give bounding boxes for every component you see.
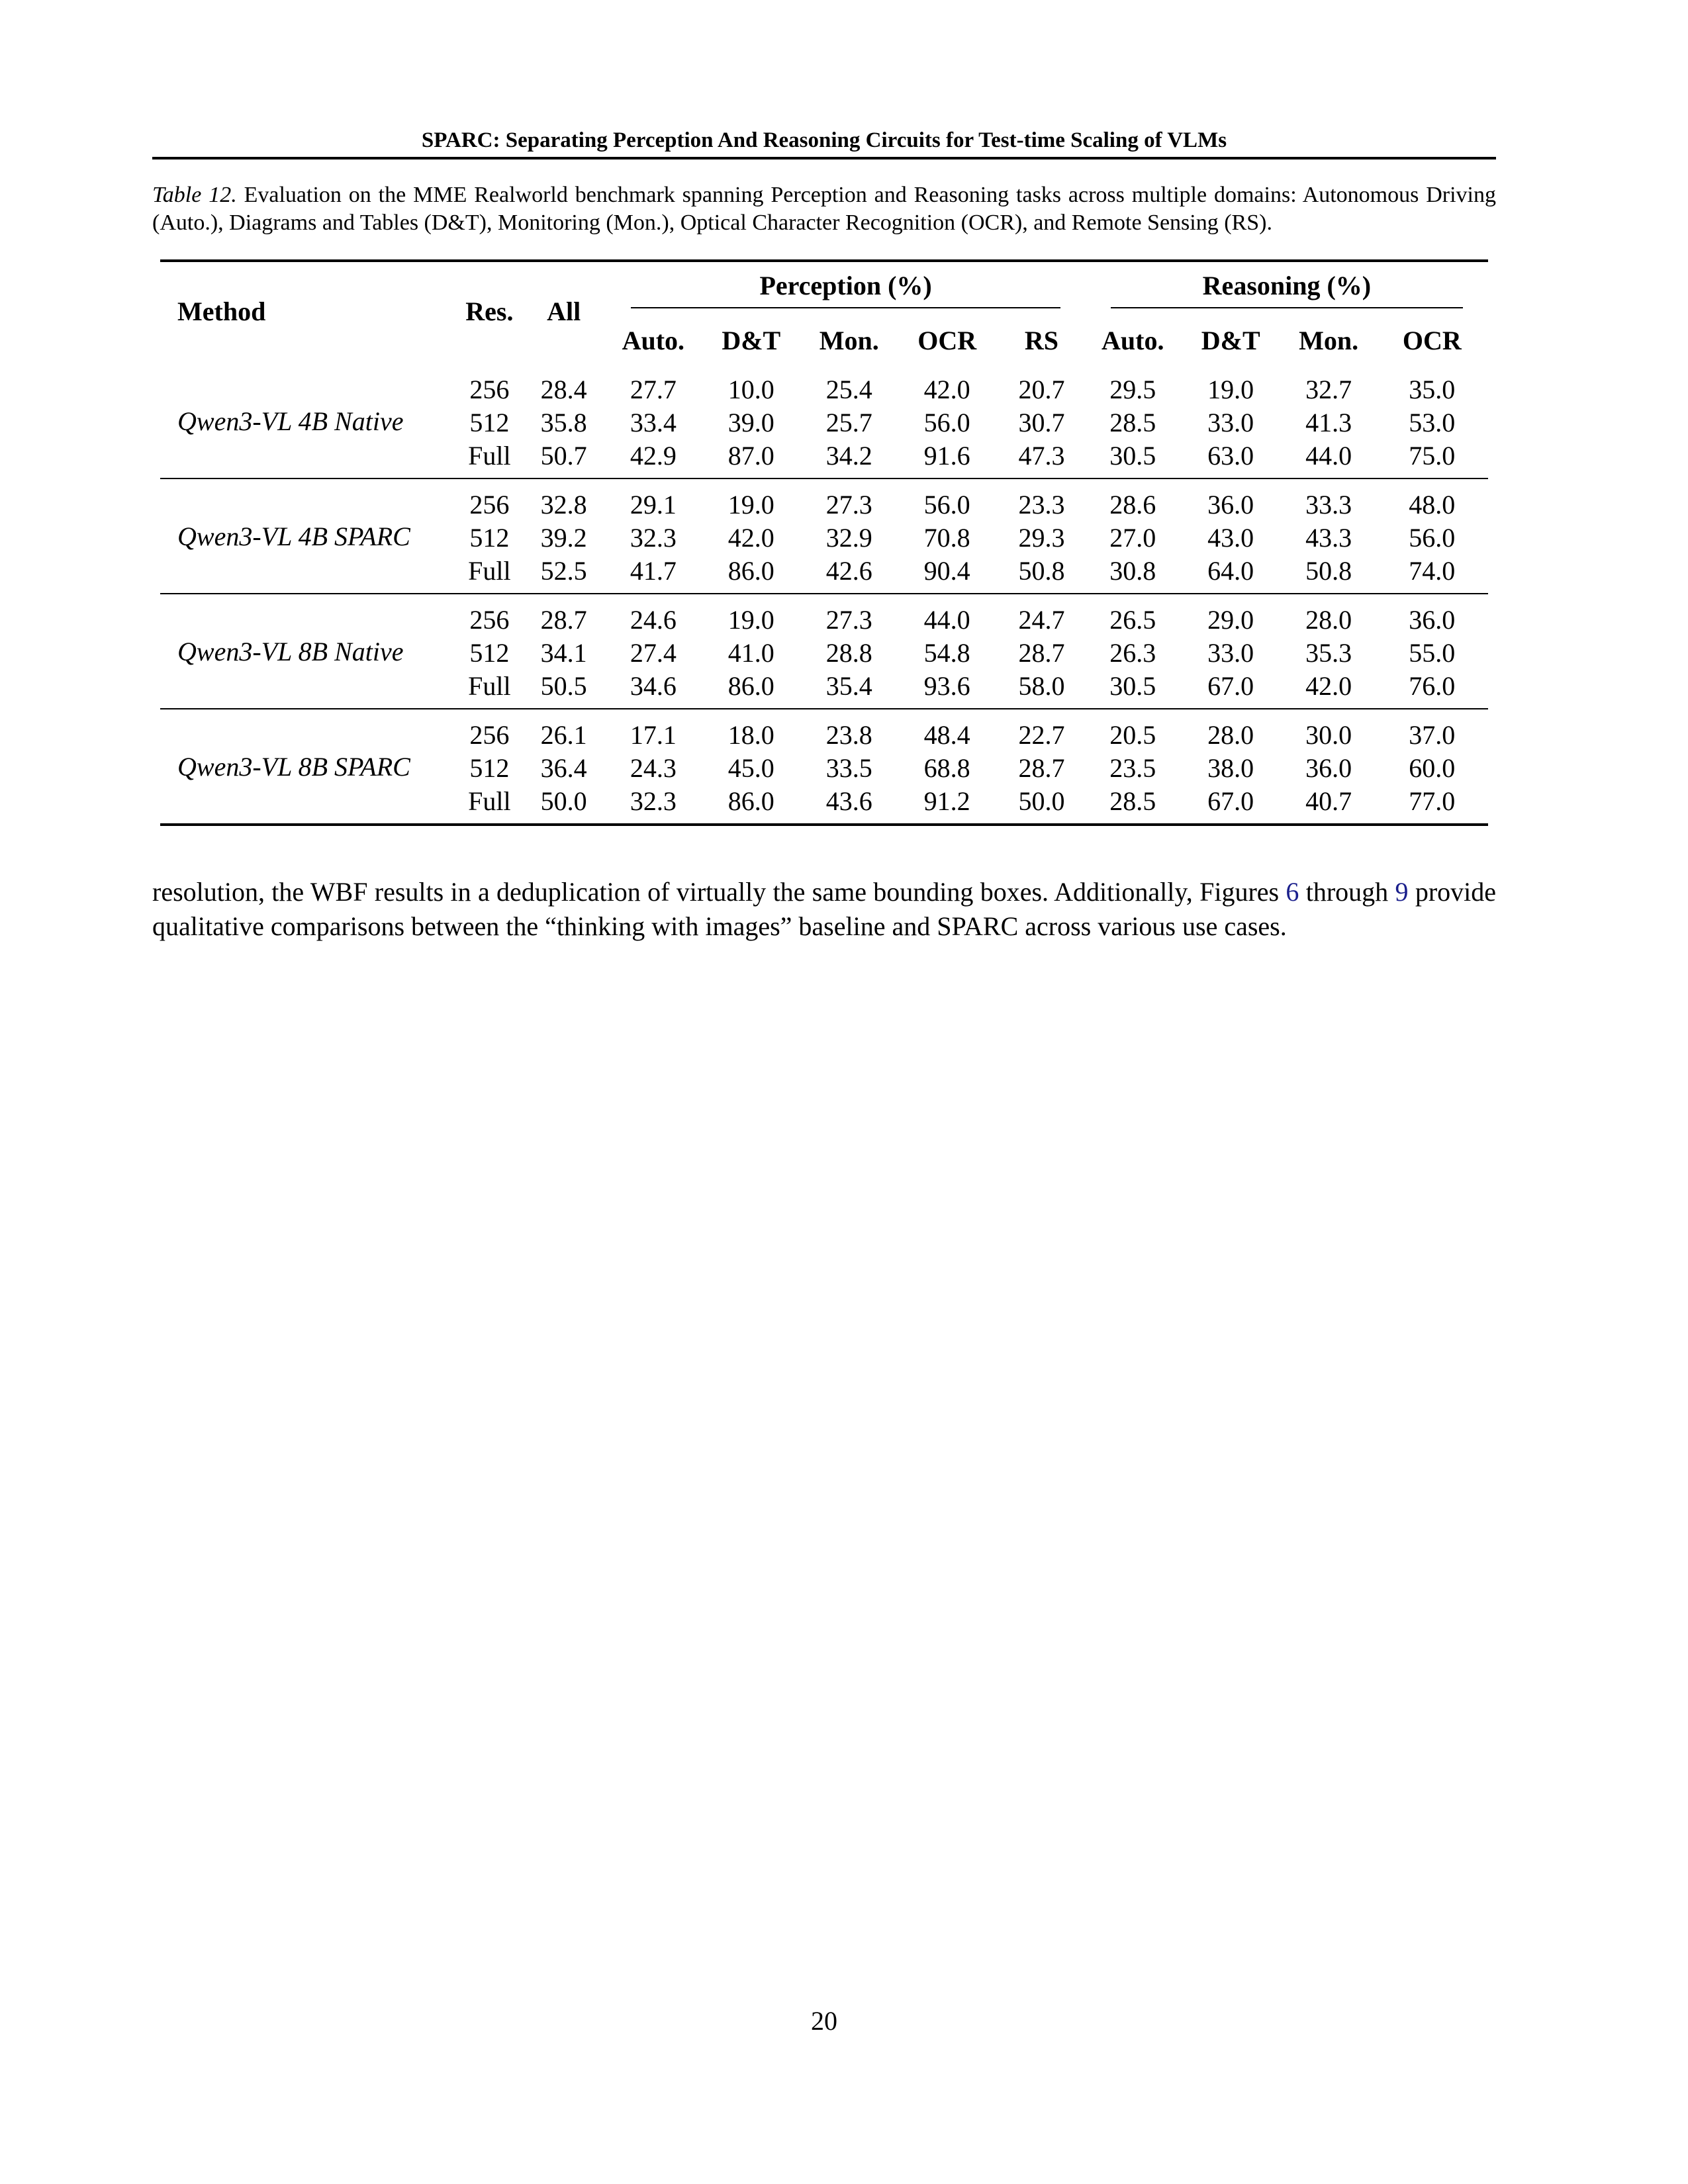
score-cell: 39.0 <box>727 408 774 437</box>
score-cell: 90.4 <box>923 556 970 586</box>
score-cell: 54.8 <box>923 638 970 668</box>
score-cell: 75.0 <box>1409 441 1456 471</box>
score-cell: 50.0 <box>1018 786 1065 816</box>
score-cell: 41.0 <box>727 638 774 668</box>
score-cell: 48.0 <box>1409 490 1456 520</box>
score-cell: 44.0 <box>923 605 970 635</box>
table-row <box>160 364 1488 406</box>
score-cell: 43.6 <box>825 786 872 816</box>
header-perception-rs: RS <box>1024 326 1059 355</box>
figure-ref-9[interactable]: 9 <box>1395 877 1409 907</box>
score-cell: 37.0 <box>1409 720 1456 750</box>
score-cell: 29.1 <box>630 490 677 520</box>
resolution-cell: 512 <box>469 753 510 783</box>
score-cell: 86.0 <box>727 671 774 701</box>
score-cell: 35.3 <box>1305 638 1352 668</box>
score-cell: 86.0 <box>727 556 774 586</box>
score-cell: 91.6 <box>923 441 970 471</box>
header-reasoning-dt: D&T <box>1201 326 1260 355</box>
score-cell: 28.7 <box>1018 638 1065 668</box>
score-cell: 33.0 <box>1207 638 1254 668</box>
score-cell: 70.8 <box>923 523 970 553</box>
score-cell: 17.1 <box>630 720 677 750</box>
score-cell: 60.0 <box>1409 753 1456 783</box>
resolution-cell: 256 <box>469 375 510 404</box>
resolution-cell: 512 <box>469 408 510 437</box>
header-rule <box>152 157 1496 159</box>
resolution-cell: 256 <box>469 605 510 635</box>
score-cell: 19.0 <box>727 490 774 520</box>
table-row <box>160 478 1488 522</box>
score-cell: 63.0 <box>1207 441 1254 471</box>
score-cell: 28.0 <box>1305 605 1352 635</box>
score-cell: 86.0 <box>727 786 774 816</box>
resolution-cell: 256 <box>469 490 510 520</box>
score-cell: 10.0 <box>727 375 774 404</box>
resolution-cell: Full <box>468 786 511 816</box>
score-cell: 19.0 <box>727 605 774 635</box>
score-cell: 33.4 <box>630 408 677 437</box>
score-cell: 26.1 <box>540 720 587 750</box>
score-cell: 36.0 <box>1305 753 1352 783</box>
header-reasoning-mon: Mon. <box>1299 326 1359 355</box>
table-caption <box>152 181 1496 237</box>
resolution-cell: Full <box>468 671 511 701</box>
score-cell: 20.5 <box>1109 720 1156 750</box>
score-cell: 41.7 <box>630 556 677 586</box>
body-text-1: resolution, the WBF results in a deduplication of virtually the same bounding boxes. Additionally, Figures <box>152 877 1286 907</box>
score-cell: 55.0 <box>1409 638 1456 668</box>
resolution-cell: 512 <box>469 523 510 553</box>
score-cell: 30.5 <box>1109 441 1156 471</box>
score-cell: 56.0 <box>923 408 970 437</box>
score-cell: 56.0 <box>923 490 970 520</box>
score-cell: 30.0 <box>1305 720 1352 750</box>
score-cell: 42.0 <box>1305 671 1352 701</box>
score-cell: 29.3 <box>1018 523 1065 553</box>
score-cell: 32.8 <box>540 490 587 520</box>
figure-ref-6[interactable]: 6 <box>1286 877 1299 907</box>
score-cell: 50.8 <box>1305 556 1352 586</box>
score-cell: 40.7 <box>1305 786 1352 816</box>
score-cell: 33.5 <box>825 753 872 783</box>
page-number: 20 <box>811 2006 837 2036</box>
score-cell: 93.6 <box>923 671 970 701</box>
score-cell: 44.0 <box>1305 441 1352 471</box>
score-cell: 50.8 <box>1018 556 1065 586</box>
score-cell: 34.1 <box>540 638 587 668</box>
score-cell: 50.0 <box>540 786 587 816</box>
method-name: Qwen3-VL 8B SPARC <box>177 751 410 782</box>
header-reasoning-label: Reasoning (%) <box>1111 270 1463 308</box>
score-cell: 33.0 <box>1207 408 1254 437</box>
score-cell: 74.0 <box>1409 556 1456 586</box>
score-cell: 29.0 <box>1207 605 1254 635</box>
score-cell: 91.2 <box>923 786 970 816</box>
resolution-cell: Full <box>468 441 511 471</box>
score-cell: 28.6 <box>1109 490 1156 520</box>
score-cell: 67.0 <box>1207 786 1254 816</box>
caption-label: Table 12. <box>152 183 237 207</box>
header-perception-label: Perception (%) <box>631 270 1060 308</box>
score-cell: 36.0 <box>1409 605 1456 635</box>
table-row <box>160 594 1488 637</box>
score-cell: 25.7 <box>825 408 872 437</box>
score-cell: 35.8 <box>540 408 587 437</box>
score-cell: 27.3 <box>825 490 872 520</box>
score-cell: 58.0 <box>1018 671 1065 701</box>
score-cell: 28.7 <box>1018 753 1065 783</box>
score-cell: 26.3 <box>1109 638 1156 668</box>
score-cell: 28.8 <box>825 638 872 668</box>
score-cell: 24.7 <box>1018 605 1065 635</box>
score-cell: 32.9 <box>825 523 872 553</box>
score-cell: 32.3 <box>630 523 677 553</box>
score-cell: 36.0 <box>1207 490 1254 520</box>
score-cell: 38.0 <box>1207 753 1254 783</box>
score-cell: 28.7 <box>540 605 587 635</box>
header-perception-dt: D&T <box>722 326 781 355</box>
header-reasoning-ocr: OCR <box>1402 326 1462 355</box>
score-cell: 43.3 <box>1305 523 1352 553</box>
score-cell: 24.3 <box>630 753 677 783</box>
score-cell: 20.7 <box>1018 375 1065 404</box>
score-cell: 23.3 <box>1018 490 1065 520</box>
score-cell: 42.0 <box>923 375 970 404</box>
score-cell: 42.6 <box>825 556 872 586</box>
score-cell: 35.0 <box>1409 375 1456 404</box>
header-perception-mon: Mon. <box>819 326 879 355</box>
score-cell: 28.0 <box>1207 720 1254 750</box>
score-cell: 36.4 <box>540 753 587 783</box>
score-cell: 19.0 <box>1207 375 1254 404</box>
score-cell: 24.6 <box>630 605 677 635</box>
resolution-cell: 256 <box>469 720 510 750</box>
score-cell: 29.5 <box>1109 375 1156 404</box>
score-cell: 68.8 <box>923 753 970 783</box>
score-cell: 30.7 <box>1018 408 1065 437</box>
score-cell: 41.3 <box>1305 408 1352 437</box>
method-name: Qwen3-VL 8B Native <box>177 636 404 666</box>
score-cell: 26.5 <box>1109 605 1156 635</box>
score-cell: 67.0 <box>1207 671 1254 701</box>
score-cell: 50.5 <box>540 671 587 701</box>
score-cell: 30.5 <box>1109 671 1156 701</box>
table-row <box>160 709 1488 752</box>
header-method: Method <box>177 296 266 326</box>
score-cell: 23.8 <box>825 720 872 750</box>
score-cell: 28.5 <box>1109 408 1156 437</box>
header-res: Res. <box>465 296 514 326</box>
score-cell: 27.0 <box>1109 523 1156 553</box>
header-perception-auto: Auto. <box>622 326 685 355</box>
score-cell: 43.0 <box>1207 523 1254 553</box>
score-cell: 27.3 <box>825 605 872 635</box>
score-cell: 22.7 <box>1018 720 1065 750</box>
score-cell: 64.0 <box>1207 556 1254 586</box>
score-cell: 27.4 <box>630 638 677 668</box>
score-cell: 87.0 <box>727 441 774 471</box>
score-cell: 28.4 <box>540 375 587 404</box>
header-reasoning <box>1086 261 1488 311</box>
method-name: Qwen3-VL 4B Native <box>177 406 404 436</box>
score-cell: 50.7 <box>540 441 587 471</box>
resolution-cell: Full <box>468 556 511 586</box>
score-cell: 53.0 <box>1409 408 1456 437</box>
body-text-3: provide qualitative comparisons between the “thinking with images” baseline and SPARC across various use cases. <box>152 877 1497 941</box>
score-cell: 48.4 <box>923 720 970 750</box>
score-cell: 47.3 <box>1018 441 1065 471</box>
score-cell: 18.0 <box>727 720 774 750</box>
score-cell: 56.0 <box>1409 523 1456 553</box>
score-cell: 42.0 <box>727 523 774 553</box>
running-head: SPARC: Separating Perception And Reasoning Circuits for Test-time Scaling of VLMs <box>421 128 1227 152</box>
score-cell: 34.6 <box>630 671 677 701</box>
body-paragraph <box>152 875 1496 944</box>
score-cell: 33.3 <box>1305 490 1352 520</box>
score-cell: 30.8 <box>1109 556 1156 586</box>
header-reasoning-auto: Auto. <box>1102 326 1164 355</box>
header-perception-ocr: OCR <box>917 326 977 355</box>
header-perception <box>606 261 1085 311</box>
score-cell: 77.0 <box>1409 786 1456 816</box>
score-cell: 32.7 <box>1305 375 1352 404</box>
score-cell: 45.0 <box>727 753 774 783</box>
method-name: Qwen3-VL 4B SPARC <box>177 521 410 551</box>
score-cell: 28.5 <box>1109 786 1156 816</box>
score-cell: 34.2 <box>825 441 872 471</box>
score-cell: 76.0 <box>1409 671 1456 701</box>
table-body <box>160 364 1488 825</box>
score-cell: 23.5 <box>1109 753 1156 783</box>
results-table <box>160 259 1488 826</box>
score-cell: 32.3 <box>630 786 677 816</box>
score-cell: 52.5 <box>540 556 587 586</box>
score-cell: 35.4 <box>825 671 872 701</box>
header-all: All <box>547 296 581 326</box>
score-cell: 27.7 <box>630 375 677 404</box>
body-text-2: through <box>1299 877 1395 907</box>
score-cell: 42.9 <box>630 441 677 471</box>
caption-text: Evaluation on the MME Realworld benchmark spanning Perception and Reasoning tasks across multiple domains: Autonomous Driving (Auto.), Diagrams and Tables (D&T), Monitoring (Mon.), Optical Character Recognition (OCR), and Remote Sensing (RS). <box>152 183 1496 235</box>
resolution-cell: 512 <box>469 638 510 668</box>
score-cell: 39.2 <box>540 523 587 553</box>
score-cell: 25.4 <box>825 375 872 404</box>
